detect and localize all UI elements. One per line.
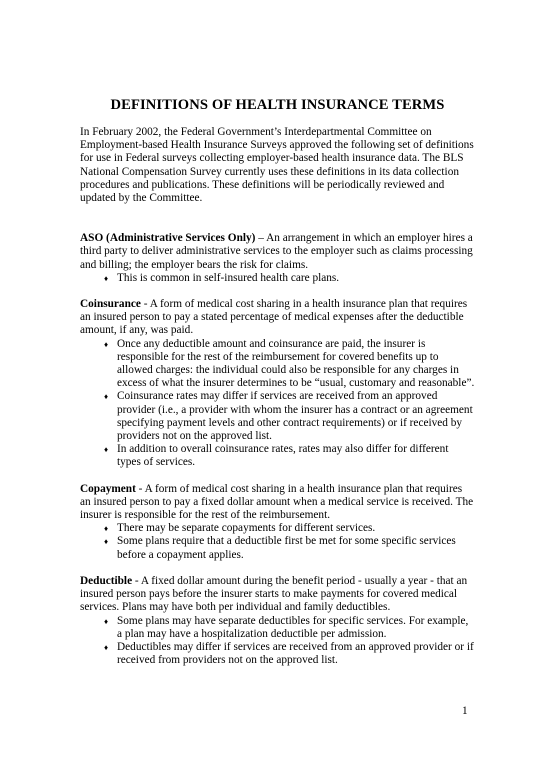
- term-definition: A form of medical cost sharing in a health insurance plan that requires an insured person to pay a stated percentage of medical expenses after the deductible amount, if any, was paid.: [80, 298, 468, 337]
- term-paragraph: [80, 232, 475, 272]
- term-definition: An arrangement in which an employer hires a third party to deliver administrative services to the employer such as claims processing and billing; the employer bears the risk for claims.: [80, 232, 473, 271]
- bullet-text: Deductibles may differ if services are received from an approved provider or if received from providers not on the approved list.: [117, 640, 474, 667]
- term-separator: -: [140, 298, 150, 311]
- term-coinsurance: [80, 298, 475, 470]
- term-separator: -: [135, 482, 145, 495]
- diamond-bullet-icon: ♦: [104, 392, 109, 402]
- bullet-item: [104, 443, 475, 469]
- term-name: ASO (Administrative Services Only): [80, 232, 256, 245]
- bullet-item: [104, 535, 475, 561]
- spacer: [80, 562, 475, 575]
- diamond-bullet-icon: ♦: [104, 445, 109, 455]
- bullet-item: [104, 522, 475, 535]
- bullet-text: Some plans may have separate deductibles for specific services. For example, a plan may have a hospitalization deductible per admission.: [117, 614, 469, 640]
- term-aso: [80, 232, 475, 285]
- bullet-item: [104, 641, 475, 667]
- bullet-text: Some plans require that a deductible first be met for some specific services before a copayment applies.: [117, 535, 456, 561]
- bullet-text: Once any deductible amount and coinsurance are paid, the insurer is responsible for the rest of the reimbursement for covered benefits up to allowed charges: the individual could also be responsible for any charges in excess of what the insurer determines to be “usual, customary and reasonable”.: [117, 337, 475, 390]
- bullet-text: Coinsurance rates may differ if services are received from an approved provider (i.e., a provider with whom the insurer has a contract or an agreement specifying payment levels and other contract requirements) or if received by providers not on the approved list.: [117, 390, 473, 443]
- term-name: Deductible: [80, 574, 133, 587]
- spacer: [80, 205, 475, 232]
- bullet-list: [80, 615, 475, 668]
- bullet-list: [80, 522, 475, 562]
- term-paragraph: [80, 575, 475, 615]
- term-paragraph: [80, 483, 475, 523]
- intro-paragraph: In February 2002, the Federal Government’s Interdepartmental Committee on Employment-based Health Insurance Surveys approved the following set of definitions for use in Federal surveys collecting employer-based health insurance data. The BLS National Compensation Survey currently uses these definitions in its data collection procedures and publications. These definitions will be periodically reviewed and updated by the Committee.: [80, 126, 474, 205]
- spacer: [80, 470, 475, 483]
- document-title: DEFINITIONS OF HEALTH INSURANCE TERMS: [110, 97, 445, 113]
- bullet-text: There may be separate copayments for different services.: [117, 522, 376, 535]
- bullet-text: This is common in self-insured health care plans.: [117, 271, 340, 284]
- document-page: [80, 97, 475, 667]
- term-copayment: [80, 483, 475, 562]
- term-name: Coinsurance: [80, 298, 141, 311]
- diamond-bullet-icon: ♦: [104, 524, 109, 534]
- term-separator: -: [132, 574, 141, 587]
- bullet-item: [104, 615, 475, 641]
- spacer: [80, 285, 475, 298]
- diamond-bullet-icon: ♦: [104, 339, 109, 349]
- diamond-bullet-icon: ♦: [104, 537, 109, 547]
- bullet-list: [80, 272, 475, 285]
- bullet-text: In addition to overall coinsurance rates, rates may also differ for different types of services.: [117, 443, 449, 469]
- term-deductible: [80, 575, 475, 667]
- diamond-bullet-icon: ♦: [104, 642, 109, 652]
- bullet-list: [80, 338, 475, 470]
- term-name: Copayment: [80, 482, 136, 495]
- term-definition: A form of medical cost sharing in a health insurance plan that requires an insured person to pay a fixed dollar amount when a medical service is received. The insurer is responsible for the rest of the reimbursement.: [80, 482, 474, 522]
- diamond-bullet-icon: ♦: [104, 616, 109, 626]
- bullet-item: [104, 390, 475, 443]
- term-paragraph: [80, 298, 475, 338]
- diamond-bullet-icon: ♦: [104, 273, 109, 283]
- page-number: 1: [462, 705, 468, 717]
- bullet-item: [104, 272, 475, 285]
- term-separator: –: [255, 232, 267, 245]
- term-definition: A fixed dollar amount during the benefit period - usually a year - that an insured person pays before the insurer starts to make payments for covered medical services. Plans may have both per individual and family deductibles.: [80, 574, 468, 614]
- bullet-item: [104, 338, 475, 391]
